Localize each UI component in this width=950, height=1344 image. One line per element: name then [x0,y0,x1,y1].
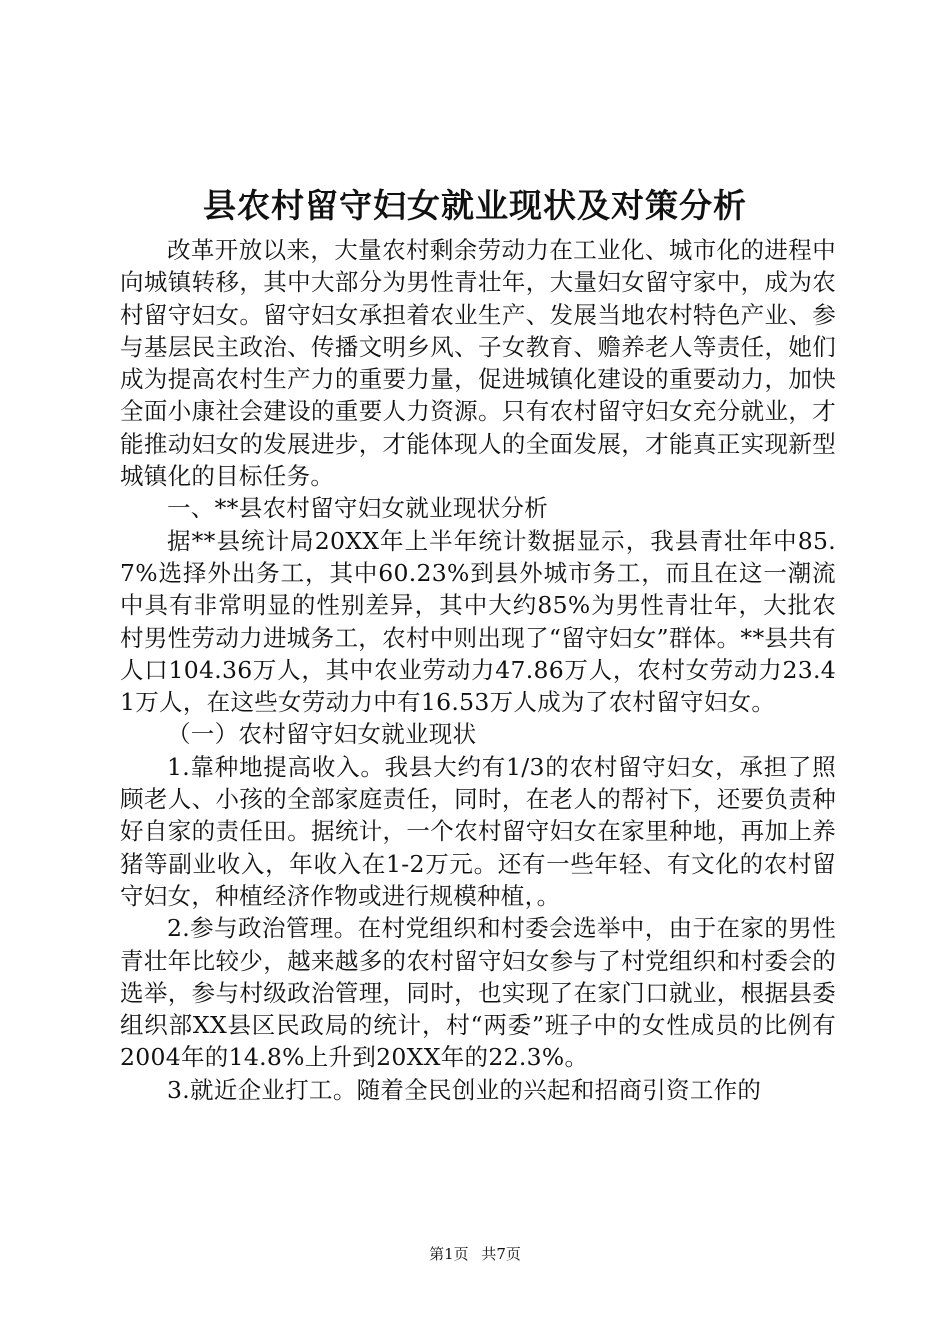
paragraph-statistics: 据**县统计局20XX年上半年统计数据显示，我县青壮年中85.7%选择外出务工，其中60.23%到县外城市务工，而且在这一潮流中具有非常明显的性别差异，其中大约85%为男性青壮年，大批农村男性劳动力进城务工，农村中则出现了“留守妇女”群体。**县共有人口104.36万人，其中农业劳动力47.86万人，农村女劳动力23.41万人，在这些女劳动力中有16.53万人成为了农村留守妇女。 [120,526,836,717]
section-heading-1: 一、**县农村留守妇女就业现状分析 [167,494,549,523]
page-number-total: 共7页 [481,1245,521,1263]
paragraph-intro: 改革开放以来，大量农村剩余劳动力在工业化、城市化的进程中向城镇转移，其中大部分为男性青壮年，大量妇女留守家中，成为农村留守妇女。留守妇女承担着农业生产、发展当地农村特色产业、参与基层民主政治、传播文明乡风、子女教育、赡养老人等责任，她们成为提高农村生产力的重要力量，促进城镇化建设的重要动力，加快全面小康社会建设的重要人力资源。只有农村留守妇女充分就业，才能推动妇女的发展进步，才能体现人的全面发展，才能真正实现新型城镇化的目标任务。 [120,236,836,491]
document-body [120,234,836,1106]
paragraph-item-1: 1.靠种地提高收入。我县大约有1/3的农村留守妇女，承担了照顾老人、小孩的全部家庭责任，同时，在老人的帮衬下，还要负责种好自家的责任田。据统计，一个农村留守妇女在家里种地，再加上养猪等副业收入，年收入在1-2万元。还有一些年轻、有文化的农村留守妇女，种植经济作物或进行规模种植，。 [120,752,836,910]
document-title: 县农村留守妇女就业现状及对策分析 [203,186,747,225]
page-footer [0,1243,950,1265]
subsection-heading-1: （一）农村留守妇女就业现状 [167,720,477,749]
page-number-current: 第1页 [429,1245,469,1263]
paragraph-item-2: 2.参与政治管理。在村党组织和村委会选举中，由于在家的男性青壮年比较少，越来越多的农村留守妇女参与了村党组织和村委会的选举，参与村级政治管理，同时，也实现了在家门口就业，根据县委组织部XX县区民政局的统计，村“两委”班子中的女性成员的比例有2004年的14.8%上升到20XX年的22.3%。 [120,914,836,1072]
paragraph-item-3: 3.就近企业打工。随着全民创业的兴起和招商引资工作的 [167,1075,762,1104]
